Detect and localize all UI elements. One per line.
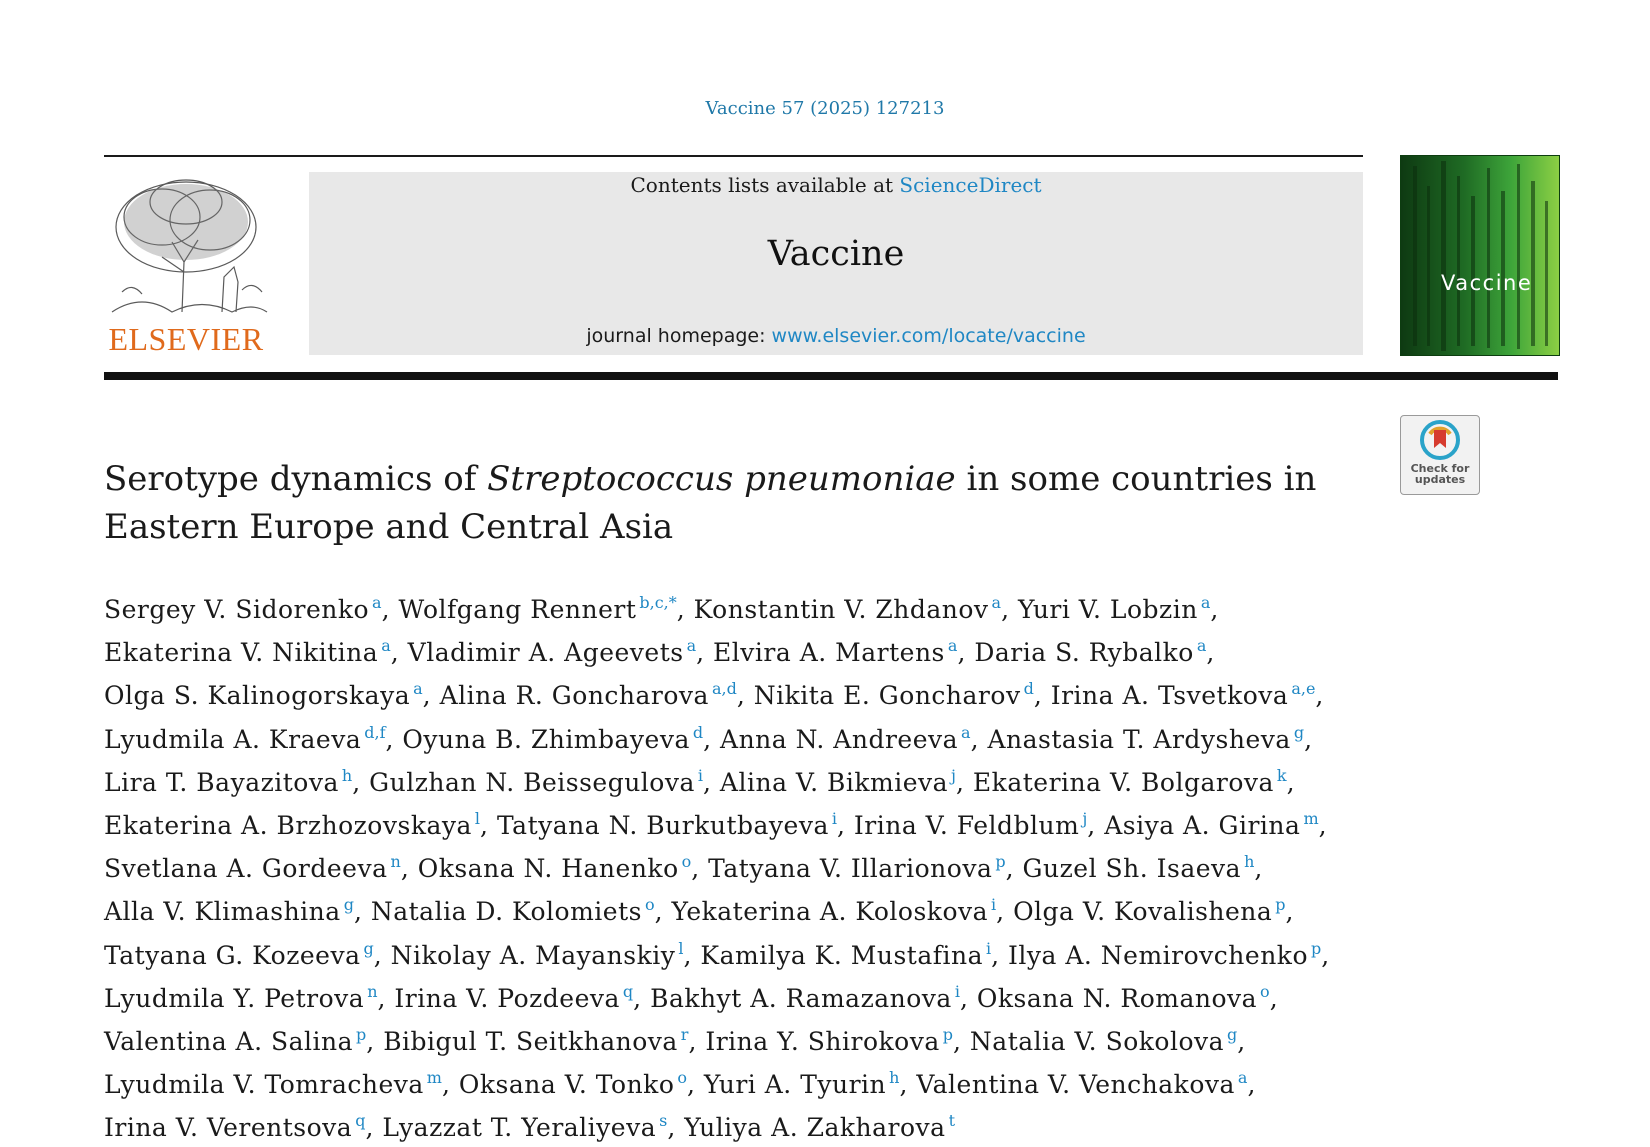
author-separator: , bbox=[836, 811, 846, 841]
affiliation-marker[interactable]: l bbox=[678, 938, 684, 958]
author-name[interactable]: Daria S. Rybalko bbox=[974, 638, 1194, 668]
author-name[interactable]: Bakhyt A. Ramazanova bbox=[650, 983, 952, 1013]
author-line bbox=[104, 758, 1394, 801]
affiliation-marker[interactable]: r bbox=[680, 1025, 689, 1045]
author-separator: , bbox=[480, 811, 489, 841]
affiliation-marker[interactable]: n bbox=[367, 981, 378, 1001]
title-part-2: in some countries in Eastern Europe and Central Asia bbox=[104, 459, 1317, 547]
homepage-prefix: journal homepage: bbox=[586, 325, 772, 347]
affiliation-marker[interactable]: a bbox=[991, 593, 1002, 612]
affiliation-marker[interactable]: a bbox=[686, 636, 697, 656]
affiliation-marker[interactable]: i bbox=[954, 981, 960, 1001]
author-separator: , bbox=[441, 1070, 451, 1100]
author-name[interactable]: Elvira A. Martens bbox=[713, 638, 945, 668]
affiliation-marker[interactable]: a bbox=[1200, 593, 1211, 612]
affiliation-marker[interactable]: j bbox=[951, 765, 957, 785]
author-separator: , bbox=[953, 1027, 962, 1057]
author-name[interactable]: Lyudmila A. Kraeva bbox=[104, 724, 362, 754]
author-name[interactable]: Guzel Sh. Isaeva bbox=[1022, 854, 1242, 884]
author-name[interactable]: Gulzhan N. Beissegulova bbox=[369, 767, 695, 797]
author-name[interactable]: Bibigul T. Seitkhanova bbox=[383, 1027, 678, 1057]
journal-cover-image[interactable] bbox=[1400, 155, 1560, 356]
author-entry bbox=[1013, 897, 1294, 926]
author-entry bbox=[916, 1070, 1256, 1099]
author-name[interactable]: Oyuna B. Zhimbayeva bbox=[402, 724, 690, 754]
author-entry bbox=[408, 638, 705, 667]
author-entry bbox=[1008, 938, 1330, 970]
title-part-1: Serotype dynamics of bbox=[104, 459, 488, 499]
author-list bbox=[104, 585, 1394, 1147]
cover-title: Vaccine bbox=[1441, 271, 1533, 295]
title-species: Streptococcus pneumoniae bbox=[487, 459, 956, 499]
header-top-rule bbox=[104, 155, 1363, 157]
affiliation-marker[interactable]: i bbox=[697, 765, 704, 785]
author-entry bbox=[720, 722, 980, 754]
author-line bbox=[104, 1060, 1394, 1103]
affiliation-marker[interactable]: g bbox=[363, 938, 374, 958]
author-name[interactable]: Ilya A. Nemirovchenko bbox=[1008, 940, 1309, 970]
author-entry bbox=[104, 722, 394, 754]
author-separator: , bbox=[703, 767, 712, 797]
author-line bbox=[104, 801, 1394, 844]
author-entry bbox=[1018, 595, 1219, 624]
author-entry bbox=[104, 595, 390, 624]
author-name[interactable]: Valentina A. Salina bbox=[104, 1027, 354, 1057]
affiliation-marker[interactable]: o bbox=[1260, 981, 1270, 1001]
badge-text-line-2: updates bbox=[1414, 473, 1466, 486]
cover-texture-icon bbox=[1401, 156, 1559, 355]
author-name[interactable]: Lyazzat T. Yeraliyeva bbox=[382, 1113, 657, 1143]
author-name[interactable]: Vladimir A. Ageevets bbox=[407, 638, 684, 668]
homepage-line bbox=[309, 325, 1363, 347]
author-name[interactable]: Valentina V. Venchakova bbox=[916, 1070, 1235, 1100]
affiliation-marker[interactable]: o bbox=[644, 895, 655, 915]
author-separator: , bbox=[1033, 681, 1043, 711]
author-name[interactable]: Lyudmila V. Tomracheva bbox=[104, 1070, 424, 1100]
author-separator: , bbox=[1286, 767, 1296, 797]
author-entry bbox=[700, 938, 1000, 970]
author-separator: , bbox=[1321, 940, 1330, 970]
author-entry bbox=[104, 1113, 374, 1142]
author-name[interactable]: Irina V. Verentsova bbox=[104, 1113, 353, 1143]
author-name[interactable]: Irina A. Tsvetkova bbox=[1050, 681, 1289, 711]
affiliation-marker[interactable]: o bbox=[677, 1068, 688, 1088]
sciencedirect-link[interactable]: ScienceDirect bbox=[899, 173, 1042, 197]
author-separator: , bbox=[1285, 897, 1294, 927]
author-separator: , bbox=[667, 1113, 676, 1143]
author-line bbox=[104, 1017, 1394, 1060]
author-separator: , bbox=[899, 1070, 908, 1100]
author-separator: , bbox=[1001, 595, 1010, 624]
author-separator: , bbox=[1304, 724, 1313, 754]
affiliation-marker[interactable]: k bbox=[1276, 765, 1287, 785]
author-entry bbox=[394, 981, 642, 1013]
author-entry bbox=[497, 811, 846, 840]
author-separator: , bbox=[633, 983, 642, 1013]
author-name[interactable]: Nikita E. Goncharov bbox=[753, 681, 1021, 711]
author-name[interactable]: Yekaterina A. Koloskova bbox=[671, 897, 989, 927]
affiliation-marker[interactable]: i bbox=[991, 895, 997, 915]
author-entry bbox=[719, 765, 965, 797]
author-separator: , bbox=[687, 1070, 696, 1100]
affiliation-marker[interactable]: i bbox=[985, 938, 992, 958]
journal-citation[interactable]: Vaccine 57 (2025) 127213 bbox=[705, 98, 945, 119]
author-separator: , bbox=[365, 1113, 374, 1143]
author-separator: , bbox=[996, 897, 1005, 927]
author-name[interactable]: Tatyana V. Illarionova bbox=[708, 854, 993, 884]
author-entry bbox=[104, 811, 488, 840]
author-entry bbox=[104, 1070, 450, 1099]
author-separator: , bbox=[1254, 854, 1263, 884]
author-line bbox=[104, 1103, 1394, 1146]
author-name[interactable]: Olga S. Kalinogorskaya bbox=[104, 681, 411, 711]
affiliation-marker[interactable]: h bbox=[889, 1068, 900, 1088]
author-entry bbox=[104, 1027, 375, 1056]
affiliation-marker[interactable]: h bbox=[341, 765, 353, 785]
affiliation-marker[interactable]: a bbox=[947, 636, 958, 656]
author-separator: , bbox=[703, 724, 712, 754]
author-separator: , bbox=[353, 897, 363, 927]
author-line bbox=[104, 671, 1394, 714]
author-name[interactable]: Irina Y. Shirokova bbox=[705, 1027, 940, 1057]
author-separator: , bbox=[676, 595, 686, 624]
author-separator: , bbox=[991, 940, 1000, 970]
affiliation-marker[interactable]: a bbox=[1196, 636, 1207, 656]
author-entry bbox=[399, 595, 686, 624]
affiliation-marker[interactable]: d,f bbox=[364, 722, 386, 742]
author-name[interactable]: Wolfgang Rennert bbox=[398, 595, 637, 624]
affiliation-marker[interactable]: s bbox=[659, 1111, 668, 1131]
author-line bbox=[104, 887, 1394, 930]
contents-prefix: Contents lists available at bbox=[630, 173, 900, 197]
author-entry bbox=[974, 638, 1215, 667]
author-line bbox=[104, 974, 1394, 1017]
affiliation-marker[interactable]: p bbox=[1275, 895, 1286, 915]
affiliation-marker[interactable]: b,c,* bbox=[639, 593, 677, 612]
author-name[interactable]: Anna N. Andreeva bbox=[720, 724, 959, 754]
author-name[interactable]: Oksana V. Tonko bbox=[458, 1070, 675, 1100]
author-entry bbox=[854, 811, 1096, 840]
affiliation-marker[interactable]: p bbox=[356, 1025, 367, 1045]
author-name[interactable]: Ekaterina V. Bolgarova bbox=[972, 767, 1274, 797]
author-entry bbox=[104, 897, 362, 926]
author-entry bbox=[390, 938, 692, 970]
author-separator: , bbox=[683, 940, 692, 970]
author-separator: , bbox=[654, 897, 664, 927]
author-entry bbox=[705, 1027, 961, 1056]
author-line bbox=[104, 585, 1394, 628]
affiliation-marker[interactable]: a bbox=[372, 593, 382, 612]
author-entry bbox=[704, 1070, 908, 1099]
affiliation-marker[interactable]: p bbox=[1311, 938, 1322, 958]
publisher-logo[interactable] bbox=[102, 172, 270, 358]
affiliation-marker[interactable]: t bbox=[948, 1111, 955, 1131]
author-separator: , bbox=[1210, 595, 1219, 624]
author-entry bbox=[104, 854, 409, 883]
journal-banner bbox=[309, 172, 1363, 355]
affiliation-marker[interactable]: l bbox=[474, 809, 481, 829]
affiliation-marker[interactable]: n bbox=[390, 852, 401, 872]
author-name[interactable]: Alina R. Goncharova bbox=[439, 681, 709, 711]
author-entry bbox=[440, 681, 746, 710]
author-entry bbox=[371, 897, 663, 926]
affiliation-marker[interactable]: p bbox=[995, 852, 1006, 872]
affiliation-marker[interactable]: d bbox=[1023, 679, 1034, 699]
affiliation-marker[interactable]: d bbox=[692, 722, 704, 742]
affiliation-marker[interactable]: j bbox=[1082, 809, 1088, 829]
author-name[interactable]: Sergey V. Sidorenko bbox=[104, 595, 370, 624]
author-name[interactable]: Natalia D. Kolomiets bbox=[370, 897, 642, 927]
author-separator: , bbox=[381, 595, 391, 624]
author-separator: , bbox=[1247, 1070, 1256, 1100]
author-entry bbox=[1104, 811, 1327, 840]
author-entry bbox=[972, 765, 1296, 797]
author-name[interactable]: Kamilya K. Mustafina bbox=[700, 940, 983, 970]
affiliation-marker[interactable]: g bbox=[1227, 1025, 1238, 1045]
author-separator: , bbox=[373, 940, 383, 970]
author-name[interactable]: Olga V. Kovalishena bbox=[1013, 897, 1273, 927]
publisher-name: ELSEVIER bbox=[108, 321, 264, 357]
author-entry bbox=[976, 981, 1279, 1013]
author-separator: , bbox=[377, 983, 386, 1013]
author-entry bbox=[369, 765, 712, 797]
author-separator: , bbox=[400, 854, 410, 884]
author-entry bbox=[1051, 681, 1324, 710]
author-separator: , bbox=[1315, 681, 1324, 711]
author-separator: , bbox=[691, 854, 700, 884]
affiliation-marker[interactable]: m bbox=[1303, 809, 1319, 829]
contents-line bbox=[309, 172, 1363, 198]
check-for-updates-button[interactable] bbox=[1400, 415, 1480, 495]
affiliation-marker[interactable]: q bbox=[622, 981, 634, 1001]
author-name[interactable]: Natalia V. Sokolova bbox=[969, 1027, 1225, 1057]
author-separator: , bbox=[970, 724, 980, 754]
author-entry bbox=[672, 897, 1005, 926]
tree-logo-icon bbox=[102, 172, 270, 322]
author-entry bbox=[708, 854, 1014, 883]
affiliation-marker[interactable]: a bbox=[413, 679, 423, 699]
author-name[interactable]: Ekaterina V. Nikitina bbox=[104, 638, 379, 668]
author-separator: , bbox=[1005, 854, 1015, 884]
affiliation-marker[interactable]: q bbox=[355, 1111, 366, 1131]
author-name[interactable]: Yuri A. Tyurin bbox=[703, 1070, 887, 1100]
author-name[interactable]: Irina V. Feldblum bbox=[853, 811, 1080, 841]
author-name[interactable]: Oksana N. Romanova bbox=[976, 983, 1258, 1013]
affiliation-marker[interactable]: m bbox=[426, 1068, 442, 1088]
author-separator: , bbox=[352, 767, 361, 797]
header-bottom-rule bbox=[104, 372, 1558, 380]
author-entry bbox=[402, 722, 712, 754]
author-entry bbox=[650, 981, 969, 1013]
author-separator: , bbox=[390, 638, 400, 668]
author-entry bbox=[418, 854, 700, 883]
author-entry bbox=[104, 765, 361, 797]
author-name[interactable]: Anastasia T. Ardysheva bbox=[987, 724, 1291, 754]
author-name[interactable]: Alina V. Bikmieva bbox=[719, 767, 949, 797]
author-entry bbox=[694, 595, 1010, 624]
affiliation-marker[interactable]: a bbox=[381, 636, 391, 656]
author-entry bbox=[104, 638, 399, 667]
homepage-link[interactable]: www.elsevier.com/locate/vaccine bbox=[771, 325, 1086, 347]
author-name[interactable]: Konstantin V. Zhdanov bbox=[693, 595, 989, 624]
author-name[interactable]: Nikolay A. Mayanskiy bbox=[390, 940, 676, 970]
author-separator: , bbox=[1269, 983, 1279, 1013]
author-name[interactable]: Tatyana N. Burkutbayeva bbox=[496, 811, 829, 841]
affiliation-marker[interactable]: i bbox=[831, 809, 837, 829]
author-entry bbox=[104, 681, 431, 710]
author-name[interactable]: Lira T. Bayazitova bbox=[104, 767, 339, 797]
affiliation-marker[interactable]: a,d bbox=[711, 679, 737, 699]
author-name[interactable]: Asiya A. Girina bbox=[1104, 811, 1301, 841]
check-updates-icon bbox=[1401, 416, 1479, 464]
badge-text-line-1: Check for bbox=[1410, 462, 1470, 475]
author-name[interactable]: Svetlana A. Gordeeva bbox=[104, 854, 388, 884]
author-line bbox=[104, 844, 1394, 887]
author-entry bbox=[104, 981, 386, 1013]
author-separator: , bbox=[696, 638, 705, 668]
affiliation-marker[interactable]: a bbox=[1237, 1068, 1248, 1088]
author-separator: , bbox=[1237, 1027, 1246, 1057]
author-entry bbox=[987, 722, 1313, 754]
affiliation-marker[interactable]: a bbox=[961, 722, 971, 742]
author-separator: , bbox=[422, 681, 432, 711]
affiliation-marker[interactable]: o bbox=[681, 852, 692, 872]
affiliation-marker[interactable]: a,e bbox=[1291, 679, 1316, 699]
journal-title: Vaccine bbox=[767, 234, 905, 274]
author-separator: , bbox=[1206, 638, 1215, 668]
affiliation-marker[interactable]: h bbox=[1244, 852, 1255, 872]
author-entry bbox=[1023, 854, 1263, 883]
author-name[interactable]: Lyudmila Y. Petrova bbox=[104, 983, 365, 1013]
affiliation-marker[interactable]: g bbox=[1293, 722, 1305, 742]
author-entry bbox=[104, 938, 383, 970]
author-separator: , bbox=[688, 1027, 697, 1057]
author-entry bbox=[382, 1113, 675, 1142]
author-separator: , bbox=[959, 983, 969, 1013]
author-name[interactable]: Yuliya A. Zakharova bbox=[684, 1113, 946, 1143]
author-separator: , bbox=[1087, 811, 1096, 841]
author-entry bbox=[684, 1113, 955, 1142]
author-line bbox=[104, 931, 1394, 974]
author-separator: , bbox=[385, 724, 394, 754]
author-name[interactable]: Ekaterina A. Brzhozovskaya bbox=[104, 811, 472, 841]
author-name[interactable]: Oksana N. Hanenko bbox=[417, 854, 679, 884]
author-name[interactable]: Alla V. Klimashina bbox=[104, 897, 341, 927]
author-name[interactable]: Irina V. Pozdeeva bbox=[394, 983, 620, 1013]
author-separator: , bbox=[736, 681, 746, 711]
affiliation-marker[interactable]: g bbox=[343, 895, 354, 915]
author-entry bbox=[459, 1070, 696, 1099]
author-separator: , bbox=[956, 767, 965, 797]
author-entry bbox=[713, 638, 966, 667]
author-entry bbox=[754, 681, 1043, 710]
author-line bbox=[104, 715, 1394, 758]
author-separator: , bbox=[957, 638, 966, 668]
author-name[interactable]: Tatyana G. Kozeeva bbox=[104, 940, 361, 970]
article-title bbox=[104, 455, 1374, 551]
author-entry bbox=[383, 1027, 697, 1056]
author-separator: , bbox=[1318, 811, 1328, 841]
affiliation-marker[interactable]: p bbox=[942, 1025, 954, 1045]
author-separator: , bbox=[366, 1027, 375, 1057]
author-line bbox=[104, 628, 1394, 671]
author-entry bbox=[970, 1027, 1246, 1056]
author-name[interactable]: Yuri V. Lobzin bbox=[1017, 595, 1198, 624]
badge-text bbox=[1401, 463, 1479, 485]
